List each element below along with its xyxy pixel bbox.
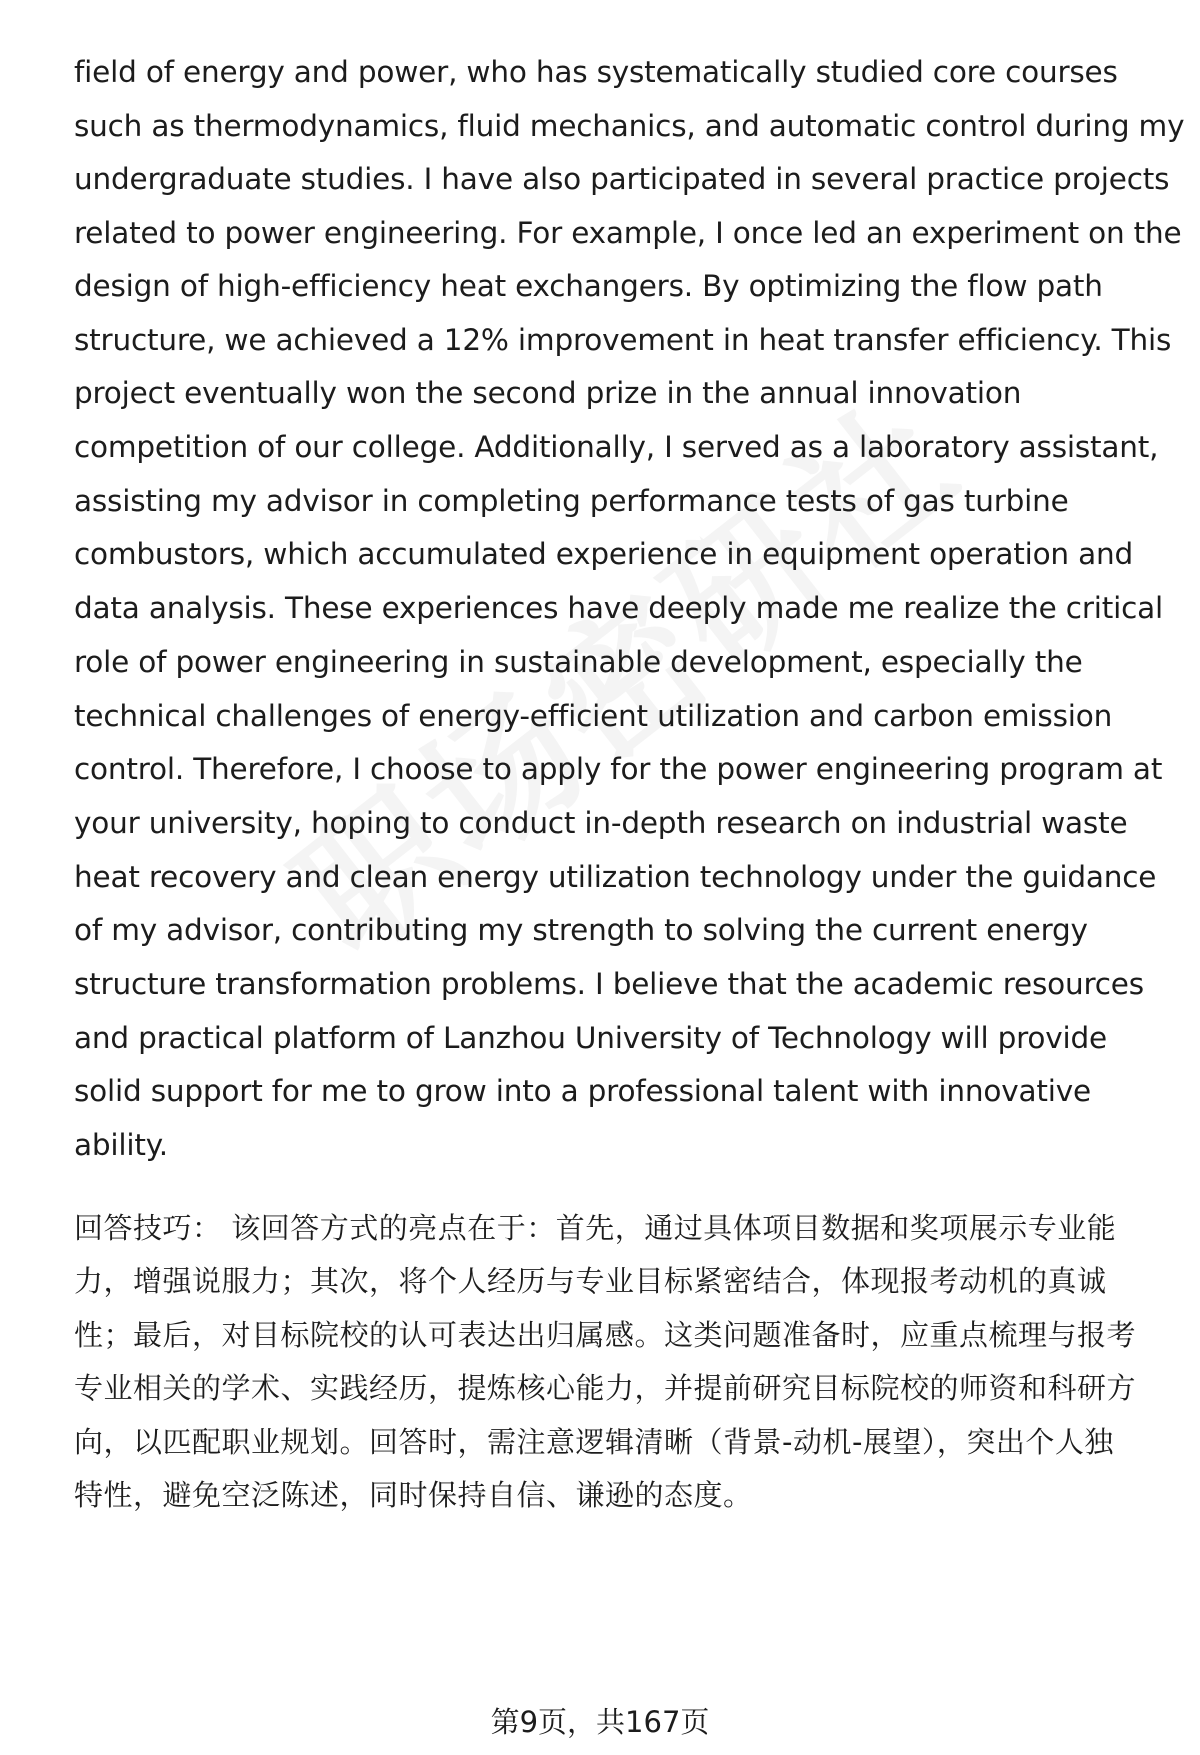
page-number-footer: 第9页，共167页	[490, 1705, 710, 1739]
body-line: competition of our college. Additionally, I served as a laboratory assistant,	[74, 430, 1159, 464]
tips-line: 专业相关的学术、实践经历，提炼核心能力，并提前研究目标院校的师资和科研方	[74, 1371, 1137, 1405]
body-line: project eventually won the second prize in the annual innovation	[74, 376, 1022, 410]
body-line: structure transformation problems. I believe that the academic resources	[74, 967, 1144, 1001]
body-line: design of high-efficiency heat exchangers. By optimizing the flow path	[74, 269, 1103, 303]
body-line: solid support for me to grow into a professional talent with innovative	[74, 1074, 1091, 1108]
body-line: ability.	[74, 1128, 168, 1162]
body-line: of my advisor, contributing my strength to solving the current energy	[74, 913, 1088, 947]
tips-line: 向，以匹配职业规划。回答时，需注意逻辑清晰（背景-动机-展望），突出个人独	[74, 1425, 1114, 1459]
body-line: structure, we achieved a 12% improvement in heat transfer efficiency. This	[74, 323, 1172, 357]
body-line: field of energy and power, who has systematically studied core courses	[74, 55, 1118, 89]
body-line: combustors, which accumulated experience in equipment operation and	[74, 537, 1134, 571]
body-line: and practical platform of Lanzhou University of Technology will provide	[74, 1021, 1108, 1055]
body-line: such as thermodynamics, fluid mechanics, and automatic control during my	[74, 109, 1185, 143]
body-line: heat recovery and clean energy utilization technology under the guidance	[74, 860, 1157, 894]
body-line: control. Therefore, I choose to apply for the power engineering program at	[74, 752, 1163, 786]
tips-line: 回答技巧： 该回答方式的亮点在于：首先，通过具体项目数据和奖项展示专业能	[74, 1211, 1117, 1245]
body-line: your university, hoping to conduct in-depth research on industrial waste	[74, 806, 1128, 840]
body-line: role of power engineering in sustainable development, especially the	[74, 645, 1083, 679]
body-line: technical challenges of energy-efficient utilization and carbon emission	[74, 699, 1113, 733]
tips-line: 特性，避免空泛陈述，同时保持自信、谦逊的态度。	[74, 1478, 753, 1512]
body-line: related to power engineering. For example, I once led an experiment on the	[74, 216, 1182, 250]
tips-line: 性；最后，对目标院校的认可表达出归属感。这类问题准备时，应重点梳理与报考	[74, 1318, 1137, 1352]
tips-line: 力，增强说服力；其次，将个人经历与专业目标紧密结合，体现报考动机的真诚	[74, 1264, 1107, 1298]
body-line: assisting my advisor in completing performance tests of gas turbine	[74, 484, 1069, 518]
body-line: undergraduate studies. I have also participated in several practice projects	[74, 162, 1170, 196]
body-line: data analysis. These experiences have deeply made me realize the critical	[74, 591, 1163, 625]
